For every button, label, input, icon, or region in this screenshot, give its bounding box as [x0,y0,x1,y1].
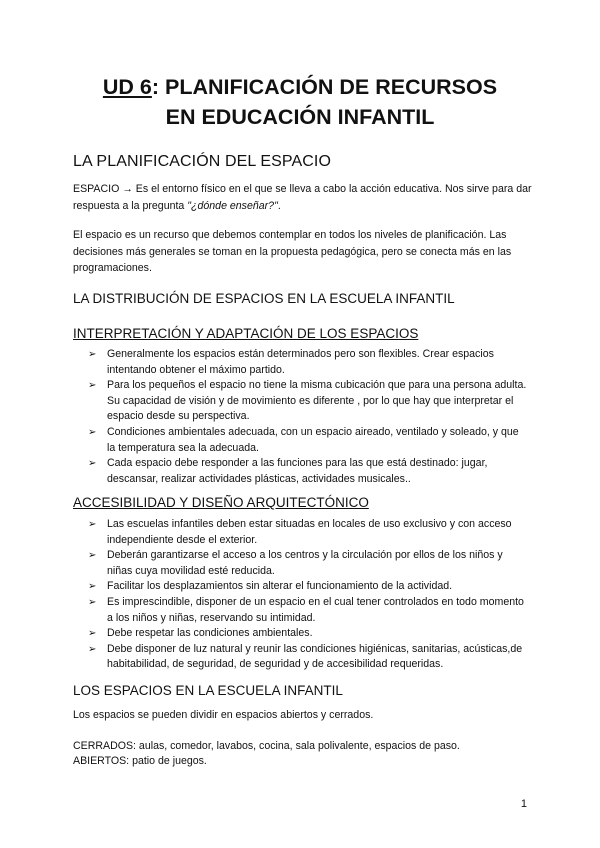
list-accesibilidad [88,517,528,673]
unit-label: UD 6 [102,75,152,99]
list-item [88,595,528,626]
page-number: 1 [520,798,527,810]
arrow-bullet-icon: ➢ [88,596,97,608]
question-text: "¿dónde enseñar?" [187,199,278,212]
list-item-text: Debe disponer de luz natural y reunir las condiciones higiénicas, sanitarias, acústicas,de habitabilidad, de seguridad, de seguridad y de accesibilidad requeridas. [107,642,523,671]
arrow-bullet-icon: ➢ [88,643,97,655]
arrow-bullet-icon: ➢ [88,349,97,360]
paragraph-text: ESPACIO → Es el entorno físico en el que se lleva a cabo la acción educativa. Nos sirve para dar respuesta a la pregunta [73,183,532,212]
list-item [88,425,528,456]
paragraph-abiertos: ABIERTOS: patio de juegos. [73,755,207,767]
document-title [40,72,560,132]
list-interpretacion [88,347,528,487]
list-item [88,347,528,378]
list-item-text: Cada espacio debe responder a las funciones para las que está destinado: jugar, descansar, realizar actividades plásticas, actividades musicales.. [107,457,488,485]
list-item [88,378,528,425]
section-heading-distribucion: LA DISTRIBUCIÓN DE ESPACIOS EN LA ESCUELA INFANTIL [73,291,455,306]
subheading-accesibilidad: ACCESIBILIDAD Y DISEÑO ARQUITECTÓNICO [73,495,369,510]
title-line2: EN EDUCACIÓN INFANTIL [165,105,435,129]
section-heading-planificacion: LA PLANIFICACIÓN DEL ESPACIO [73,153,331,170]
list-item-text: Generalmente los espacios están determinados pero son flexibles. Crear espacios intentando obtener el máximo partido. [107,348,494,376]
paragraph-espacio-recurso: El espacio es un recurso que debemos contemplar en todos los niveles de planificación. Las decisiones más generales se toman en la propuesta pedagógica, pero se conecta más en las programaciones. [73,229,512,274]
section-heading-espacios: LOS ESPACIOS EN LA ESCUELA INFANTIL [73,683,343,698]
list-item-text: Debe respetar las condiciones ambientales. [107,627,313,640]
subheading-interpretacion: INTERPRETACIÓN Y ADAPTACIÓN DE LOS ESPACIOS [73,326,419,341]
paragraph-cerrados: CERRADOS: aulas, comedor, lavabos, cocina, sala polivalente, espacios de paso. [73,740,460,752]
list-item-text: Deberán garantizarse el acceso a los centros y la circulación por ellos de los niños y niñas cuya movilidad esté reducida. [107,549,503,577]
list-item-text: Facilitar los desplazamientos sin alterar el funcionamiento de la actividad. [107,580,453,593]
list-item [88,579,528,595]
arrow-bullet-icon: ➢ [88,519,97,530]
list-item [88,517,528,548]
list-item-text: Las escuelas infantiles deben estar situadas en locales de uso exclusivo y con acceso independiente desde el exterior. [107,518,512,546]
list-item [88,626,528,642]
list-item [88,642,528,673]
list-item [88,548,528,579]
list-item-text: Para los pequeños el espacio no tiene la misma cubicación que para una persona adulta. Su capacidad de visión y de movimiento es diferente , por lo que hay que interpretar el espacio desde su perspectiva. [107,379,527,423]
arrow-bullet-icon: ➢ [88,628,97,640]
arrow-bullet-icon: ➢ [88,581,97,593]
arrow-bullet-icon: ➢ [88,458,97,470]
paragraph-espacio-definition [73,181,533,214]
title-line1-rest: : PLANIFICACIÓN DE RECURSOS [151,75,498,99]
list-item [88,456,528,487]
arrow-bullet-icon: ➢ [88,426,97,438]
paragraph-espacios-division: Los espacios se pueden dividir en espacios abiertos y cerrados. [73,709,374,721]
arrow-bullet-icon: ➢ [88,550,97,562]
paragraph-text: . [277,199,281,212]
list-item-text: Condiciones ambientales adecuada, con un espacio aireado, ventilado y soleado, y que la temperatura sea la adecuada. [107,425,519,454]
list-item-text: Es imprescindible, disponer de un espacio en el cual tener controlados en todo momento a los niños y niñas, reservando su intimidad. [107,595,524,624]
arrow-bullet-icon: ➢ [88,380,97,392]
